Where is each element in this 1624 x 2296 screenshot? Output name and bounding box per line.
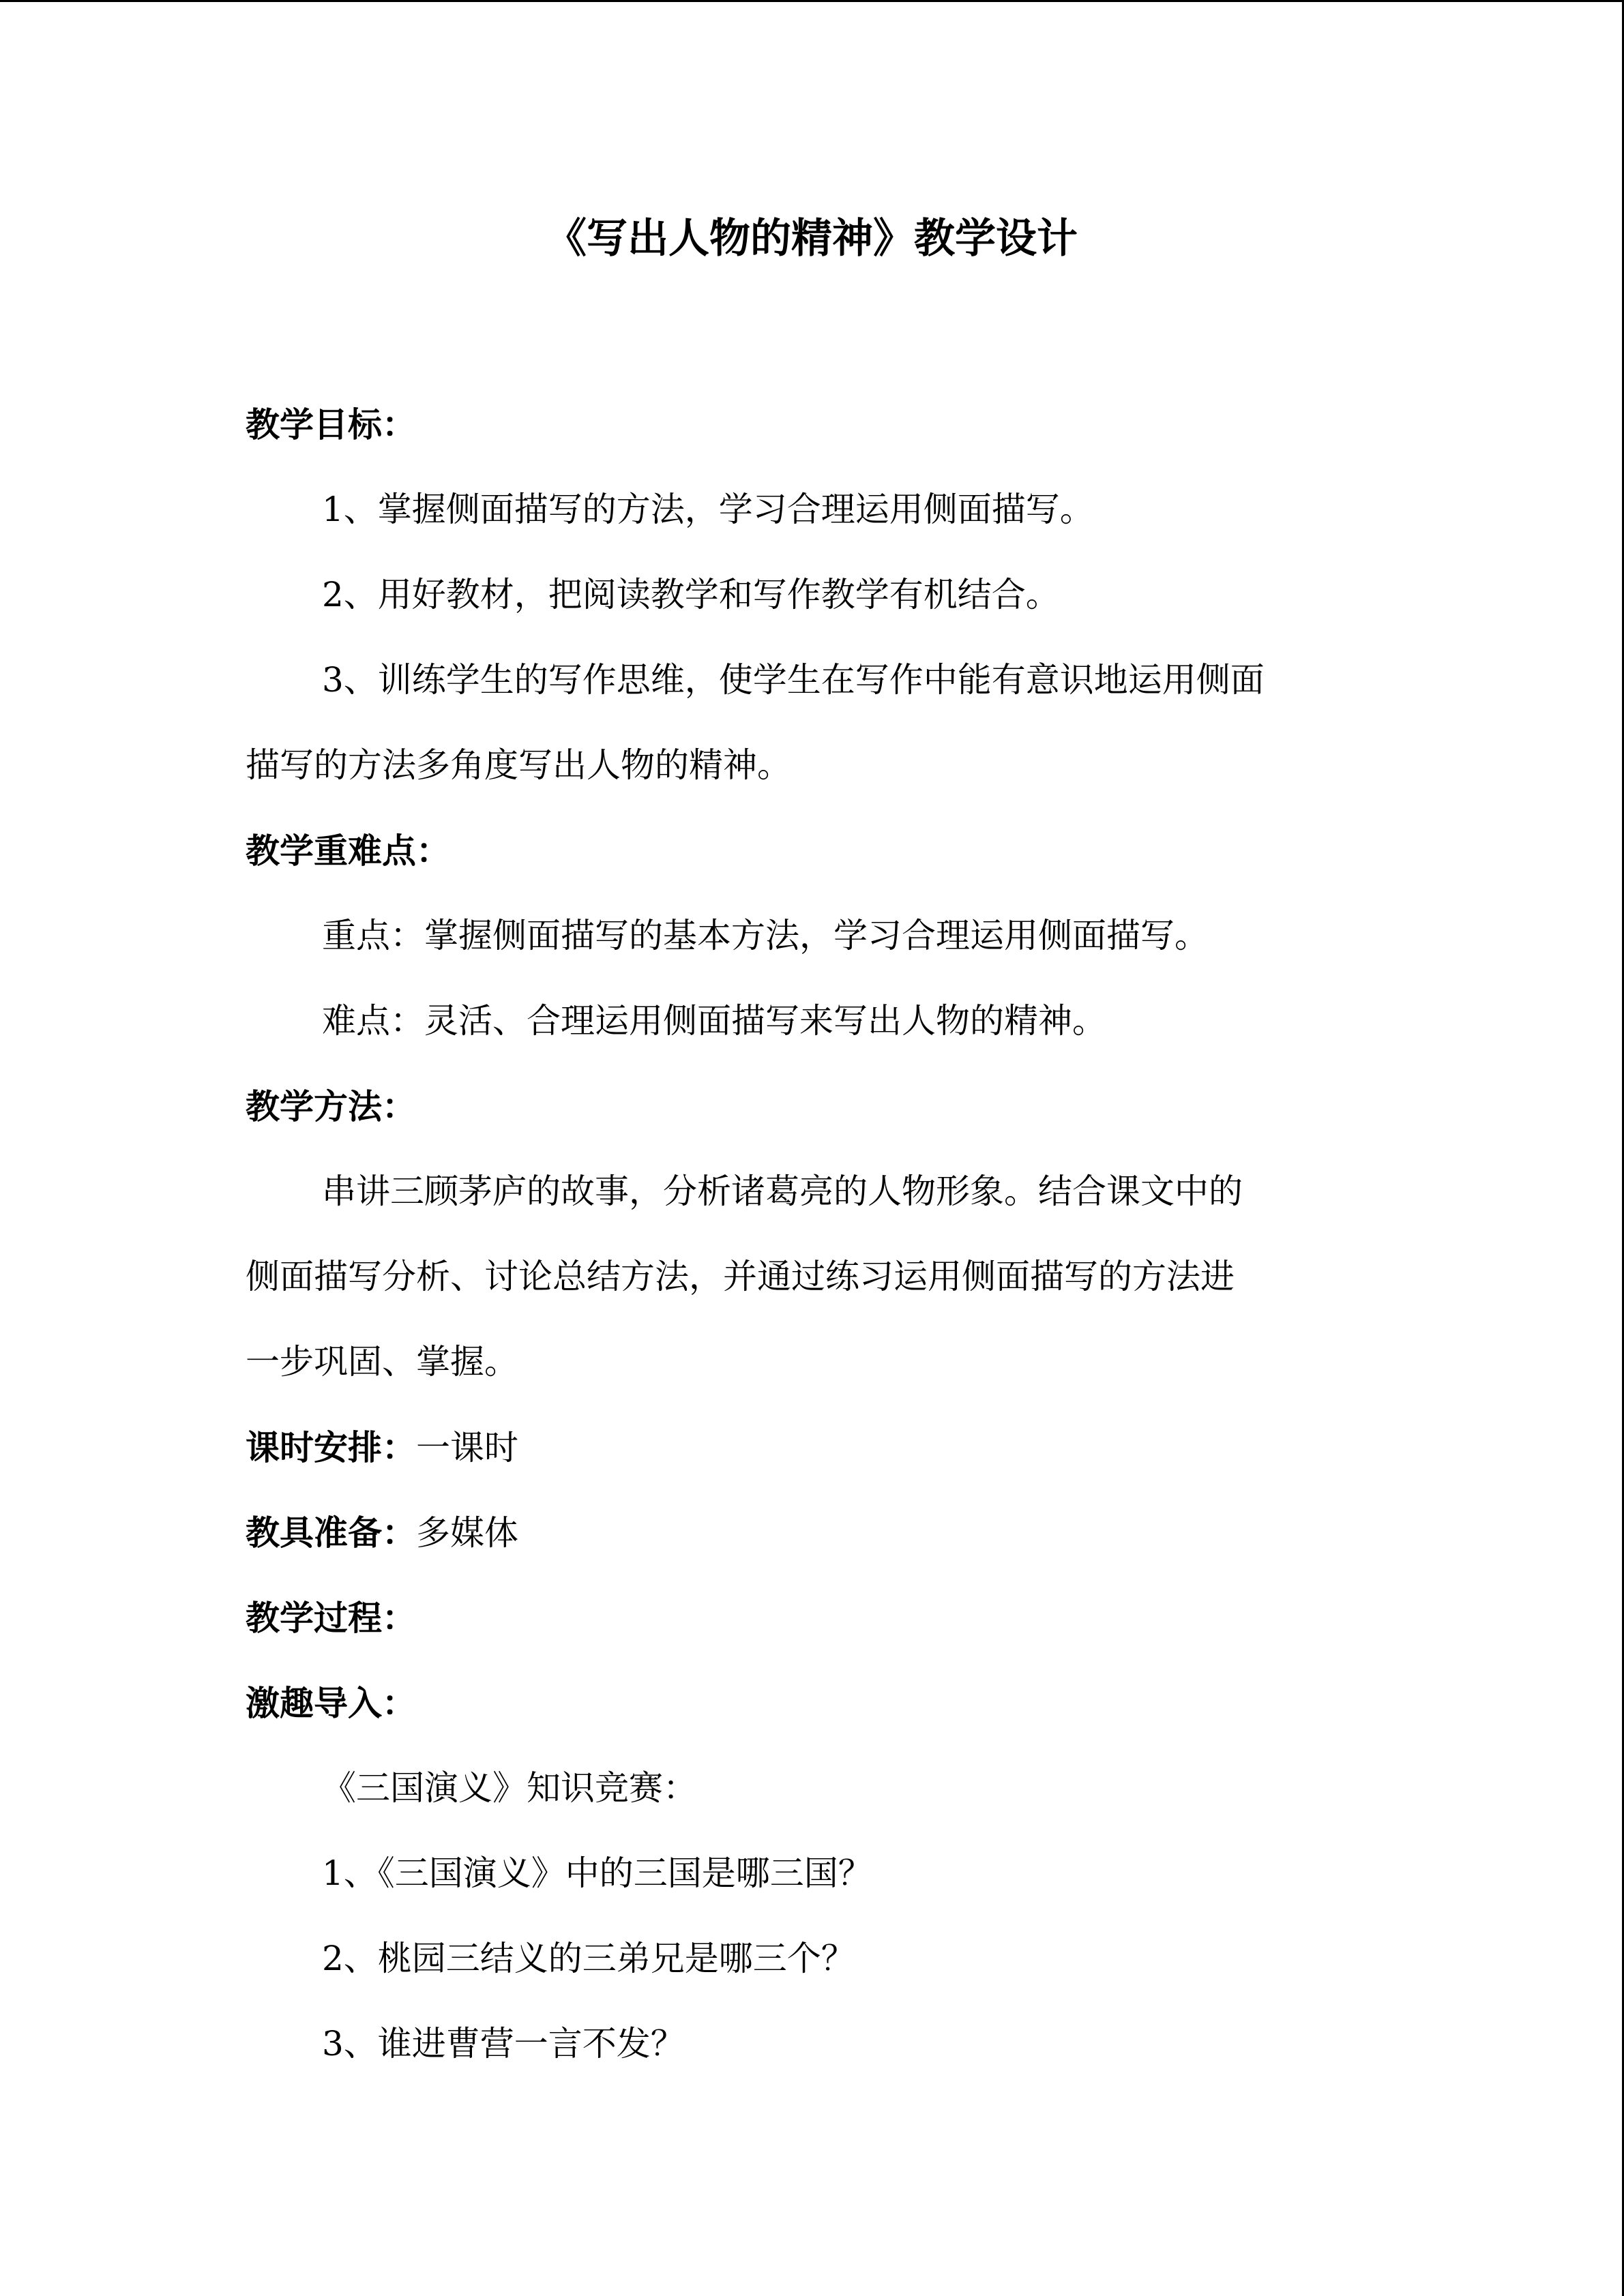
methods-heading: 教学方法： xyxy=(246,1086,416,1127)
objective-item: 1、掌握侧面描写的方法，学习合理运用侧面描写。 xyxy=(322,490,1094,529)
schedule-heading: 课时安排： xyxy=(246,1427,416,1467)
key-point-item: 重点：掌握侧面描写的基本方法，学习合理运用侧面描写。 xyxy=(322,916,1209,955)
intro-heading: 激趣导入： xyxy=(246,1683,416,1723)
tools-row xyxy=(246,1490,1378,1575)
page-top-border xyxy=(0,0,1624,2)
key-points-heading: 教学重难点： xyxy=(246,831,450,871)
schedule-row xyxy=(246,1405,1378,1490)
schedule-value: 一课时 xyxy=(416,1428,518,1467)
objective-item-continuation: 描写的方法多角度写出人物的精神。 xyxy=(246,745,791,785)
key-point-item: 难点：灵活、合理运用侧面描写来写出人物的精神。 xyxy=(322,1001,1106,1041)
objective-item: 3、训练学生的写作思维，使学生在写作中能有意识地运用侧面 xyxy=(322,660,1265,700)
intro-question: 3、谁进曹营一言不发？ xyxy=(322,2024,685,2063)
tools-value: 多媒体 xyxy=(416,1513,518,1553)
methods-paragraph-line: 串讲三顾茅庐的故事，分析诸葛亮的人物形象。结合课文中的 xyxy=(322,1172,1243,1211)
intro-question: 2、桃园三结义的三弟兄是哪三个？ xyxy=(322,1939,855,1978)
intro-line: 《三国演义》知识竞赛： xyxy=(322,1768,697,1808)
page-title: 《写出人物的精神》教学设计 xyxy=(546,215,1078,263)
objective-item: 2、用好教材，把阅读教学和写作教学有机结合。 xyxy=(322,575,1060,614)
methods-paragraph-line: 侧面描写分析、讨论总结方法，并通过练习运用侧面描写的方法进 xyxy=(246,1257,1235,1296)
methods-paragraph-line: 一步巩固、掌握。 xyxy=(246,1342,518,1382)
tools-heading: 教具准备： xyxy=(246,1512,416,1553)
objectives-heading: 教学目标： xyxy=(246,404,416,445)
document-body xyxy=(246,382,1378,2087)
intro-question: 1、《三国演义》中的三国是哪三国？ xyxy=(322,1853,872,1893)
process-heading: 教学过程： xyxy=(246,1598,416,1638)
